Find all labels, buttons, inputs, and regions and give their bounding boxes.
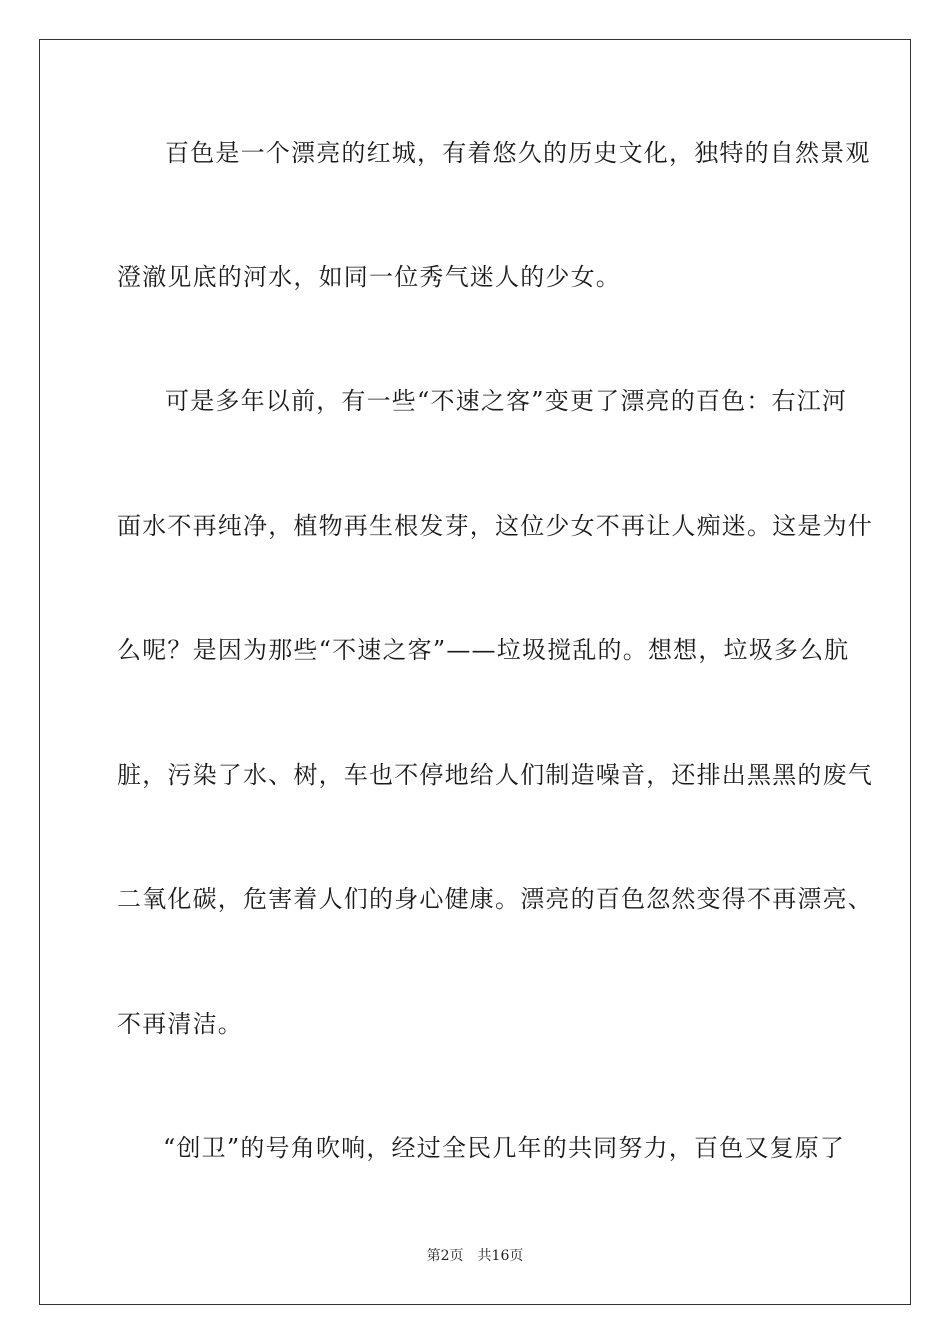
paragraph-1-line-1: 百色是一个漂亮的红城，有着悠久的历史文化，独特的自然景观 — [165, 139, 871, 167]
paragraph-2-line-5: 二氧化碳，危害着人们的身心健康。漂亮的百色忽然变得不再漂亮、 — [117, 885, 873, 913]
page-number: 第2页 — [426, 1248, 464, 1264]
paragraph-2-line-4: 脏，污染了水、树，车也不停地给人们制造噪音，还排出黑黑的废气 — [117, 761, 873, 789]
paragraph-1-line-2: 澄澈见底的河水，如同一位秀气迷人的少女。 — [117, 263, 621, 291]
paragraph-3-line-1: “创卫”的号角吹响，经过全民几年的共同努力，百色又复原了 — [163, 1134, 846, 1162]
paragraph-2-line-3: 么呢？是因为那些“不速之客”——垃圾搅乱的。想想，垃圾多么肮 — [117, 636, 850, 664]
paragraph-2-line-2: 面水不再纯净，植物再生根发芽，这位少女不再让人痴迷。这是为什 — [117, 512, 873, 540]
paragraph-2-line-6: 不再清洁。 — [117, 1010, 243, 1038]
page-border — [39, 39, 911, 1305]
paragraph-2-line-1: 可是多年以前，有一些“不速之客”变更了漂亮的百色：右江河 — [165, 387, 848, 415]
page-footer — [0, 1247, 950, 1265]
page-total: 共16页 — [477, 1248, 524, 1264]
